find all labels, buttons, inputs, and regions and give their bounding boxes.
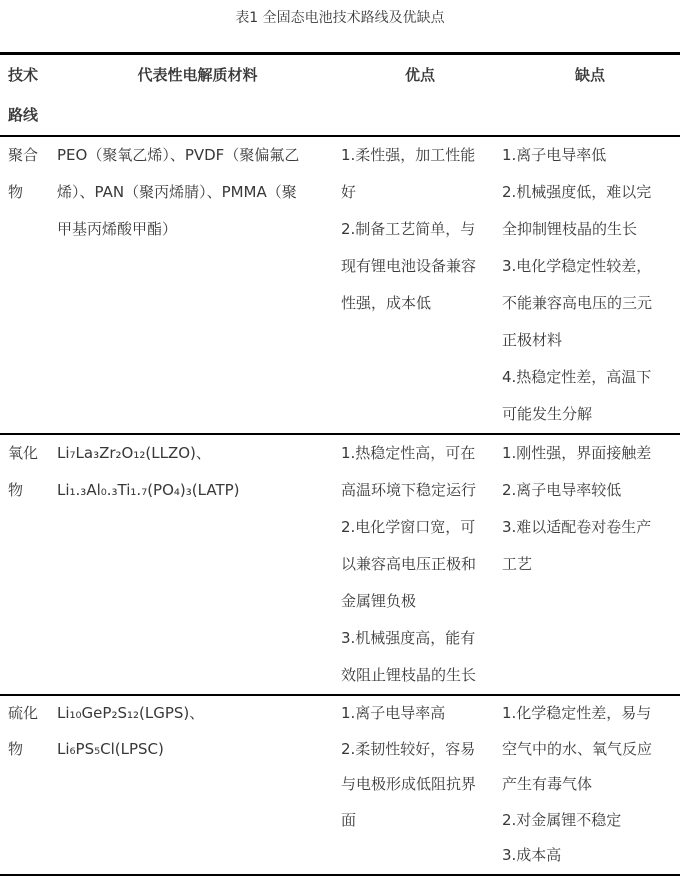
advantage-item: 2.制备工艺简单，与现有锂电池设备兼容性强，成本低 [341,220,477,312]
material-formula: Li₁.₃Al₀.₃Ti₁.₇(PO₄)₃(LATP) [57,481,240,499]
header-row [0,54,680,137]
header-disadvantages: 缺点 [500,54,680,137]
advantage-item: 2.柔韧性较好，容易与电极形成低阻抗界面 [341,739,477,829]
header-advantages: 优点 [340,54,500,137]
advantage-item: 2.电化学窗口宽，可以兼容高电压正极和金属锂负极 [341,518,477,610]
disadvantages-cell [500,136,680,434]
disadvantages-cell [500,695,680,875]
header-electrolyte-materials: 代表性电解质材料 [55,54,340,137]
disadvantage-item: 1.离子电导率低 [502,146,607,164]
advantages-cell [340,136,500,434]
route-cell: 硫化物 [0,695,55,875]
table-caption: 表1 全固态电池技术路线及优缺点 [235,10,445,26]
advantage-item: 1.柔性强，加工性能好 [341,146,476,201]
route-cell: 氧化物 [0,434,55,695]
disadvantage-item: 2.对金属锂不稳定 [502,810,622,829]
table-row [0,434,680,695]
disadvantage-item: 1.化学稳定性差，易与空气中的水、氧气反应产生有毒气体 [502,704,653,793]
material-formula: PEO（聚氧乙烯）、PVDF（聚偏氟乙烯）、PAN（聚丙烯腈）、PMMA（聚甲基丙烯酸甲酯） [57,146,300,238]
materials-cell [55,136,340,434]
advantage-item: 1.离子电导率高 [341,704,446,722]
table-row [0,136,680,434]
advantage-item: 3.机械强度高，能有效阻止锂枝晶的生长 [341,629,477,684]
advantages-cell [340,695,500,875]
disadvantage-item: 2.机械强度低，难以完全抑制锂枝晶的生长 [502,183,652,238]
battery-tech-table [0,52,680,876]
table-body [0,136,680,875]
material-formula: Li₇La₃Zr₂O₁₂(LLZO)、 [57,444,211,462]
table-row [0,695,680,875]
materials-cell [55,434,340,695]
disadvantages-cell [500,434,680,695]
disadvantage-item: 3.难以适配卷对卷生产工艺 [502,518,652,573]
disadvantage-item: 3.电化学稳定性较差，不能兼容高电压的三元正极材料 [502,257,653,349]
material-formula: Li₁₀GeP₂S₁₂(LGPS)、 Li₆PS₅Cl(LPSC) [57,704,205,758]
advantages-cell [340,434,500,695]
materials-cell [55,695,340,875]
route-cell: 聚合物 [0,136,55,434]
disadvantage-item: 2.离子电导率较低 [502,481,622,499]
disadvantage-item: 4.热稳定性差，高温下可能发生分解 [502,368,652,423]
disadvantage-item: 1.刚性强，界面接触差 [502,444,652,462]
disadvantage-item: 3.成本高 [502,846,562,864]
advantage-item: 1.热稳定性高，可在高温环境下稳定运行 [341,444,477,499]
header-tech-route: 技术路线 [0,54,55,137]
